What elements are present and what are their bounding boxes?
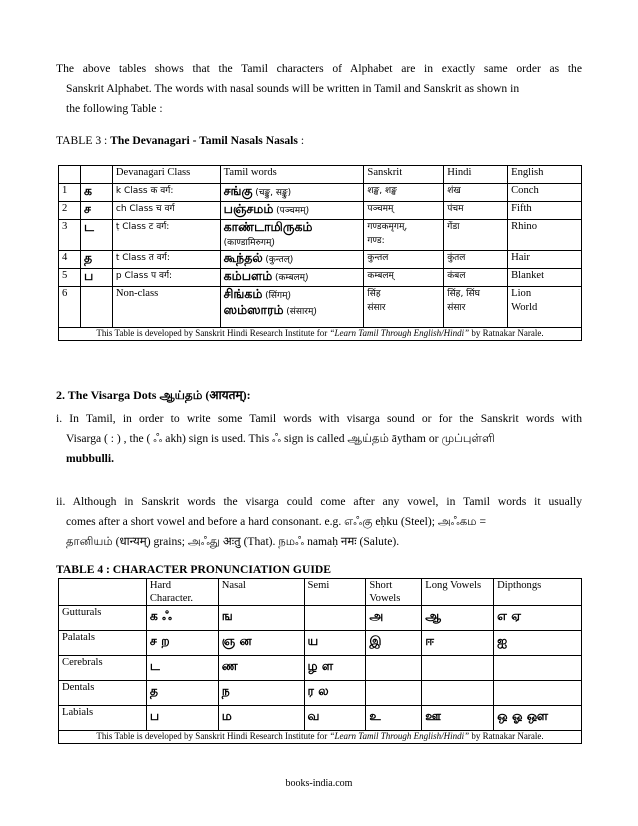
table3-note-row: [59, 328, 582, 341]
table4-note: [59, 731, 582, 744]
table-row: [59, 706, 582, 731]
table3-header-char: [80, 166, 112, 184]
sanskrit-word: [364, 287, 444, 328]
hard-chars: ப: [146, 706, 218, 731]
tamil-word: கூந்தல்: [223, 250, 263, 265]
short-vowels: உ: [366, 706, 422, 731]
row-label: Gutturals: [59, 606, 147, 631]
long-vowels: [422, 681, 494, 706]
tamil-word: சிங்கம்: [223, 286, 263, 301]
english-word: Blanket: [508, 269, 582, 287]
hard-chars: ட: [146, 656, 218, 681]
short-vowels: [366, 656, 422, 681]
english-word: Hair: [508, 251, 582, 269]
tamil-word: சங்கு: [223, 183, 253, 198]
sanskrit-line-1: गण्डकमृगम्,: [367, 222, 408, 232]
tamil-translit: (सिंगम्): [265, 291, 291, 301]
table4-note-book: “Learn Tamil Through English/Hindi”: [329, 731, 470, 741]
table4-note-prefix: This Table is developed by Sanskrit Hindi Research Institute for: [96, 731, 330, 741]
row-label: Palatals: [59, 631, 147, 656]
hindi-word: पंचम: [444, 202, 508, 220]
intro-line-3: the following Table :: [66, 102, 163, 115]
tamil-char: ச: [80, 202, 112, 220]
hindi-line-2: संसार: [447, 303, 466, 313]
table4-header-long: Long Vowels: [422, 579, 494, 606]
sanskrit-line-2: संसार: [367, 303, 386, 313]
tamil-char: த: [80, 251, 112, 269]
table3-header-no: [59, 166, 81, 184]
tamil-word: பஞ்சமம்: [223, 201, 274, 216]
tamil-word-cell: [220, 251, 364, 269]
semi-chars: ய: [304, 631, 366, 656]
hindi-word: कंबल: [444, 269, 508, 287]
table3-header-devanagari-class: Devanagari Class: [112, 166, 220, 184]
english-word: Fifth: [508, 202, 582, 220]
table4-note-suffix: by Ratnakar Narale.: [469, 731, 544, 741]
devanagari-class: Non-class: [112, 287, 220, 328]
tamil-translit: (कुन्तल्): [265, 255, 294, 265]
hindi-word: [444, 287, 508, 328]
short-vowels: அ: [366, 606, 422, 631]
table3-header-tamil-words: Tamil words: [220, 166, 364, 184]
table-row: [59, 184, 582, 202]
table3-header-hindi: Hindi: [444, 166, 508, 184]
table-row: [59, 656, 582, 681]
intro-paragraph: [56, 59, 582, 119]
tamil-word-cell: [220, 184, 364, 202]
table-row: [59, 220, 582, 251]
table4-header-hard: Hard Character.: [146, 579, 218, 606]
visarga-p2-line-2: comes after a short vowel and before a hard consonant. e.g. எஃகு eḥku (Steel); அஃகம =: [66, 515, 487, 528]
long-vowels: ஈ: [422, 631, 494, 656]
semi-chars: ழ ள: [304, 656, 366, 681]
table3-note-prefix: This Table is developed by Sanskrit Hindi Research Institute for: [96, 328, 330, 338]
english-word: [508, 287, 582, 328]
dipthongs: [494, 681, 582, 706]
nasal-chars: ண: [218, 656, 304, 681]
english-word: Rhino: [508, 220, 582, 251]
tamil-translit: (काण्डामिरुगम्): [223, 238, 275, 248]
visarga-p1-line-1: i. In Tamil, in order to write some Tamil words with visarga sound or for the Sanskrit words with: [56, 412, 582, 425]
nasal-chars: ந: [218, 681, 304, 706]
hindi-line-1: सिंह, सिंघ: [447, 289, 480, 299]
short-vowels: இ: [366, 631, 422, 656]
row-label: Cerebrals: [59, 656, 147, 681]
tamil-translit-2: (संसारम्): [286, 307, 317, 317]
row-number: 3: [59, 220, 81, 251]
table3-caption-prefix: TABLE 3 :: [56, 134, 111, 147]
tamil-char: ப: [80, 269, 112, 287]
table4-caption: TABLE 4 : CHARACTER PRONUNCIATION GUIDE: [56, 563, 331, 576]
dipthongs: எ ஏ: [494, 606, 582, 631]
tamil-word-cell: [220, 287, 364, 328]
short-vowels: [366, 681, 422, 706]
table4-header-nasal: Nasal: [218, 579, 304, 606]
page-footer: books-india.com: [285, 778, 353, 789]
tamil-translit: (चङ्कु, सङ्कु): [255, 188, 292, 198]
visarga-heading: 2. The Visarga Dots ஆய்தம் (आयतम्):: [56, 388, 251, 402]
english-word: Conch: [508, 184, 582, 202]
row-label: Labials: [59, 706, 147, 731]
devanagari-class: ṭ Class ट वर्ग:: [112, 220, 220, 251]
table3-caption: [56, 134, 304, 147]
row-number: 5: [59, 269, 81, 287]
table-row: [59, 251, 582, 269]
devanagari-class: ch Class च वर्ग: [112, 202, 220, 220]
table3-header-sanskrit: Sanskrit: [364, 166, 444, 184]
semi-chars: வ: [304, 706, 366, 731]
visarga-p1-line-3: mubbulli.: [66, 452, 115, 465]
table-row: [59, 606, 582, 631]
hindi-word: कुंतल: [444, 251, 508, 269]
table4-header-dipthongs: Dipthongs: [494, 579, 582, 606]
table-row: [59, 202, 582, 220]
nasal-chars: ங: [218, 606, 304, 631]
tamil-char: க: [80, 184, 112, 202]
long-vowels: ஆ: [422, 606, 494, 631]
table3-caption-suffix: :: [297, 134, 305, 147]
table-row: [59, 631, 582, 656]
table3-note-book: “Learn Tamil Through English/Hindi”: [329, 328, 470, 338]
visarga-paragraph-1: [56, 409, 582, 469]
dipthongs: ஐ: [494, 631, 582, 656]
devanagari-class: t Class त वर्ग:: [112, 251, 220, 269]
dipthongs: ஒ ஓ ஔ: [494, 706, 582, 731]
tamil-word-cell: [220, 269, 364, 287]
semi-chars: [304, 606, 366, 631]
table-row: [59, 269, 582, 287]
sanskrit-word: कुन्तल: [364, 251, 444, 269]
table3-header-row: [59, 166, 582, 184]
tamil-char: ட: [80, 220, 112, 251]
sanskrit-word: पञ्चमम्: [364, 202, 444, 220]
row-number: 2: [59, 202, 81, 220]
table3-caption-title: The Devanagari - Tamil Nasals Nasals: [110, 134, 298, 147]
english-line-1: Lion: [511, 288, 532, 299]
devanagari-class: p Class प वर्ग:: [112, 269, 220, 287]
semi-chars: ர ல: [304, 681, 366, 706]
intro-line-2: Sanskrit Alphabet. The words with nasal sounds will be written in Tamil and Sanskrit as shown in: [66, 82, 520, 95]
row-number: 1: [59, 184, 81, 202]
table4-header-row: [59, 579, 582, 606]
row-label: Dentals: [59, 681, 147, 706]
table4-header-blank: [59, 579, 147, 606]
english-line-2: World: [511, 302, 538, 313]
hindi-word: शंख: [444, 184, 508, 202]
hard-chars: க ஃ: [146, 606, 218, 631]
sanskrit-line-2: गण्ड:: [367, 236, 385, 246]
row-number: 6: [59, 287, 81, 328]
hindi-word: गेंडा: [444, 220, 508, 251]
intro-line-1: The above tables shows that the Tamil characters of Alphabet are in exactly same order as the: [56, 62, 582, 75]
row-number: 4: [59, 251, 81, 269]
tamil-word: காண்டாமிருகம்: [223, 219, 313, 234]
table-row: [59, 681, 582, 706]
sanskrit-line-1: सिंह: [367, 289, 381, 299]
tamil-word: கம்பளம்: [223, 268, 273, 283]
tamil-word-cell: [220, 202, 364, 220]
visarga-paragraph-2: [56, 492, 582, 552]
tamil-word-cell: [220, 220, 364, 251]
table4-pronunciation: [58, 578, 582, 744]
visarga-p1-line-2: Visarga ( : ) , the ( ஃ akh) sign is used. This ஃ sign is called ஆய்தம் āytham or முப்புள்ளி: [66, 432, 495, 445]
long-vowels: [422, 656, 494, 681]
hard-chars: த: [146, 681, 218, 706]
sanskrit-word: [364, 220, 444, 251]
table3-note: [59, 328, 582, 341]
nasal-chars: ஞ ன: [218, 631, 304, 656]
sanskrit-word: कम्बलम्: [364, 269, 444, 287]
table3-header-english: English: [508, 166, 582, 184]
nasal-chars: ம: [218, 706, 304, 731]
table3-nasals: [58, 165, 582, 341]
tamil-word-2: ஸம்ஸாரம்: [223, 302, 284, 317]
table4-note-row: [59, 731, 582, 744]
long-vowels: ஊ: [422, 706, 494, 731]
devanagari-class: k Class क वर्ग:: [112, 184, 220, 202]
table3-note-suffix: by Ratnakar Narale.: [469, 328, 544, 338]
table4-header-short: Short Vowels: [366, 579, 422, 606]
hard-chars: ச ற: [146, 631, 218, 656]
sanskrit-word: शङ्ख, शङ्ख: [364, 184, 444, 202]
visarga-p2-line-1: ii. Although in Sanskrit words the visarga could come after any vowel, in Tamil words it usually: [56, 495, 582, 508]
table-row: [59, 287, 582, 328]
tamil-char: [80, 287, 112, 328]
tamil-translit: (कम्बलम्): [275, 273, 309, 283]
visarga-p2-line-3: தானியம் (धान्यम्) grains; அஃது अःतु (That). நமஃ namaḥ नमः (Salute).: [66, 535, 400, 548]
dipthongs: [494, 656, 582, 681]
table4-header-semi: Semi: [304, 579, 366, 606]
tamil-translit: (पञ्चमम्): [276, 206, 310, 216]
